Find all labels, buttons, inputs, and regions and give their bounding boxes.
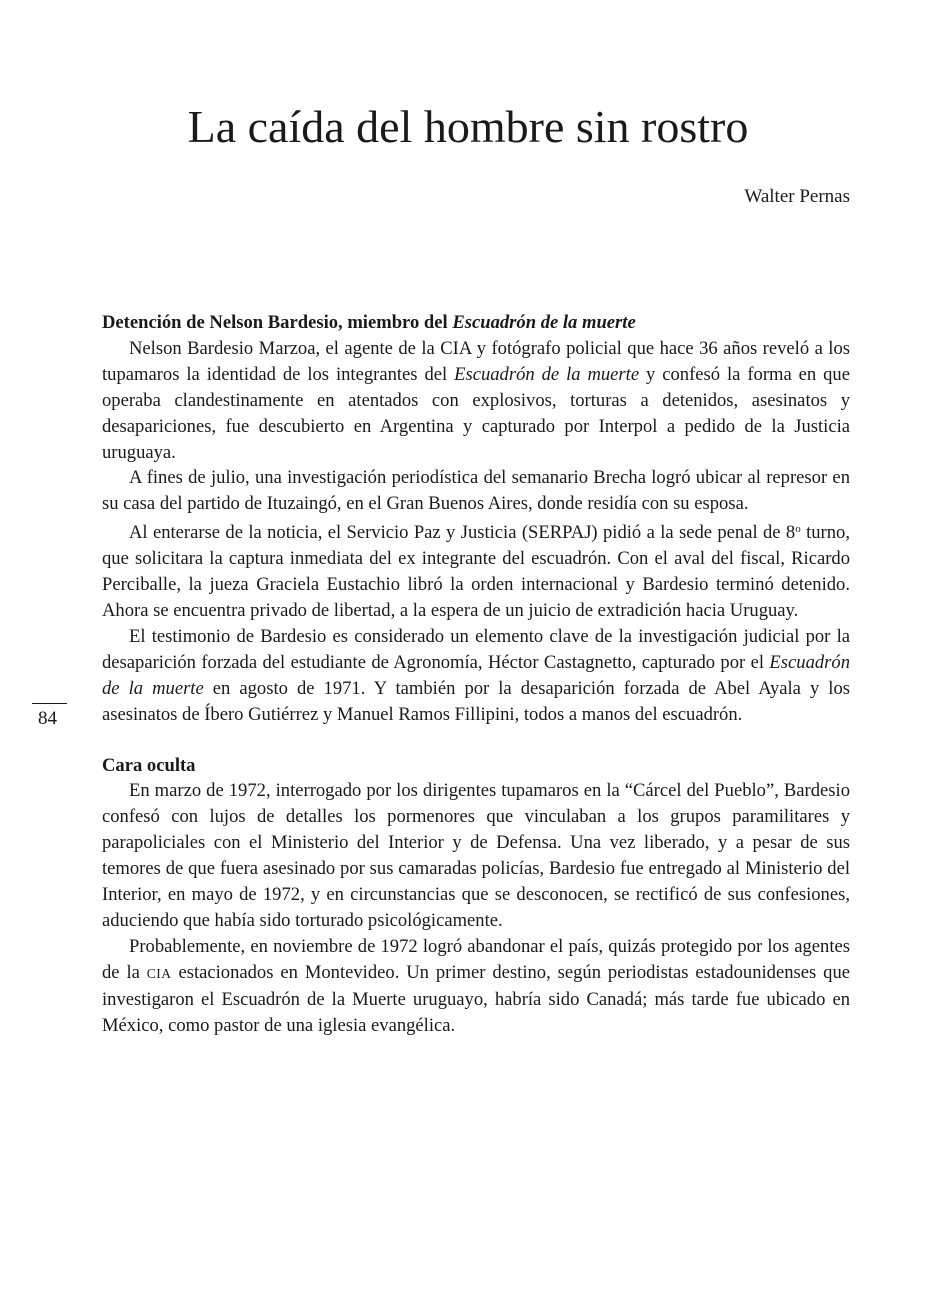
page-title: La caída del hombre sin rostro bbox=[187, 101, 749, 152]
author-name: Walter Pernas bbox=[744, 186, 850, 207]
article-body bbox=[102, 310, 850, 1038]
page-number: 84 bbox=[38, 708, 57, 729]
section-gap bbox=[102, 728, 850, 753]
paragraph: Nelson Bardesio Marzoa, el agente de la CIA y fotógrafo policial que hace 36 años reveló a los tupamaros la identidad de los integrantes del Escuadrón de la muerte y confesó la forma en que operaba clandestinamente en atentados con explosivos, torturas a detenidos, asesinatos y desapariciones, fue descubierto en Argentina y capturado por Interpol a pedido de la Justicia uruguaya. bbox=[102, 337, 850, 463]
paragraph: Al enterarse de la noticia, el Servicio Paz y Justicia (SERPAJ) pidió a la sede penal de 8$^o$ turno, que solicitara la captura inmediata del ex integrante del escuadrón. Con el aval del fiscal, Ricardo Perciballe, la jueza Graciela Eustachio libró la orden internacional y Bardesio terminó detenido. Ahora se encuentra privado de libertad, a la espera de un juicio de extradición hacia Uruguay. bbox=[102, 522, 850, 621]
paragraph: Probablemente, en noviembre de 1972 logró abandonar el país, quizás protegido por los agentes de la CIA estacionados en Montevideo. Un primer destino, según periodistas estadounidenses que investigaron el Escuadrón de la Muerte uruguayo, habría sido Canadá; más tarde fue ubicado en México, como pastor de una iglesia evangélica. bbox=[102, 935, 850, 1036]
section-heading-detention bbox=[102, 310, 850, 336]
paragraph: El testimonio de Bardesio es considerado un elemento clave de la investigación judicial por la desaparición forzada del estudiante de Agronomía, Héctor Castagnetto, capturado por el Escuadrón de la muerte en agosto de 1971. Y también por la desaparición forzada de Abel Ayala y los asesinatos de Íbero Gutiérrez y Manuel Ramos Fillipini, todos a manos del escuadrón. bbox=[102, 625, 850, 725]
section-heading-cara-oculta: Cara oculta bbox=[102, 754, 196, 776]
paragraph: A fines de julio, una investigación periodística del semanario Brecha logró ubicar al represor en su casa del partido de Ituzaingó, en el Gran Buenos Aires, donde residía con su esposa. bbox=[102, 467, 850, 515]
page-number-rule bbox=[32, 703, 67, 704]
heading-text: Detención de Nelson Bardesio, miembro del bbox=[102, 312, 453, 333]
paragraph: En marzo de 1972, interrogado por los dirigentes tupamaros en la “Cárcel del Pueblo”, Bardesio confesó con lujos de detalles los pormenores que vinculaban a los grupos paramilitares y parapoliciales con el Ministerio del Interior y de Defensa. Una vez liberado, y a pesar de sus temores de que fuera asesinado por sus camaradas policías, Bardesio fue entregado al Ministerio del Interior, en mayo de 1972, y en circunstancias que se desconocen, se rectificó de sus confesiones, aduciendo que había sido torturado psicológicamente. bbox=[102, 780, 850, 931]
heading-italic-text: Escuadrón de la muerte bbox=[452, 312, 636, 333]
